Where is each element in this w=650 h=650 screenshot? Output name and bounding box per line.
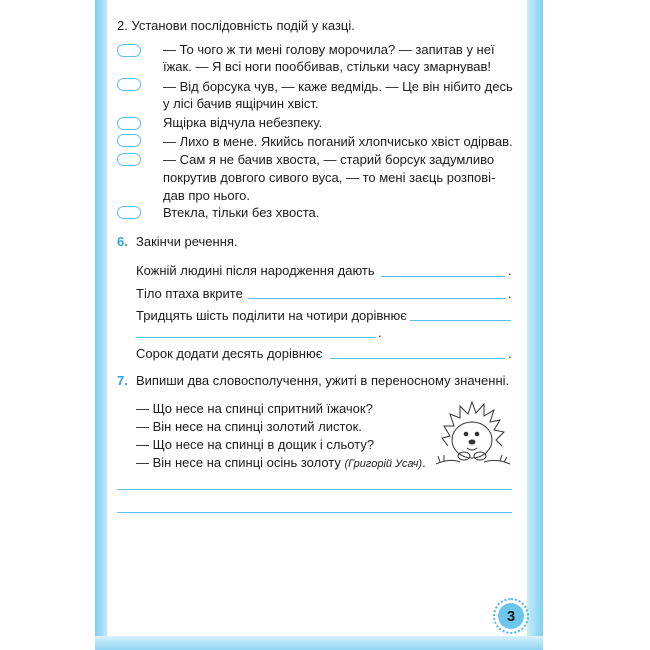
page-number: 3	[498, 603, 524, 629]
page-number-badge	[493, 598, 529, 634]
answer-line-1[interactable]	[381, 276, 505, 277]
task6-sentence-1: Кожній людині після народження дають	[136, 263, 375, 278]
task2-item-3-line1: Ящірка відчула небезпеку.	[163, 115, 323, 130]
task6-period-3: .	[378, 325, 382, 340]
task2-item-1-line1: — То чого ж ти мені голову морочила? — запитав у неї	[163, 42, 495, 57]
task6-period-1: .	[508, 263, 512, 278]
answer-line-6[interactable]	[117, 512, 512, 513]
task2-item-5-line2: покрутив довгого сивого вуса, — то мені заєць розпові-	[163, 170, 496, 185]
task2-item-2-line2: у лісі бачив ящірчин хвіст.	[163, 96, 319, 111]
task2-item-2-line1: — Від борсука чув, — каже ведмідь. — Це він нібито десь	[163, 79, 513, 94]
task7-number: 7.	[117, 373, 128, 388]
answer-line-5[interactable]	[117, 489, 512, 490]
order-oval-5[interactable]	[117, 153, 141, 166]
task2-item-5-line1: — Сам я не бачив хвоста, — старий борсук задумливо	[163, 152, 495, 167]
order-oval-6[interactable]	[117, 206, 141, 219]
task6-period-2: .	[508, 286, 512, 301]
answer-line-3b[interactable]	[136, 337, 376, 338]
order-oval-4[interactable]	[117, 134, 141, 147]
poem-author: (Григорій Усач)	[344, 458, 423, 470]
poem-line-1: — Що несе на спинці спритний їжачок?	[136, 401, 373, 416]
order-oval-2[interactable]	[117, 78, 141, 91]
task6-sentence-2: Тіло птаха вкрите	[136, 286, 243, 301]
answer-line-3a[interactable]	[410, 320, 511, 321]
task6-sentence-3: Тридцять шість поділити на чотири дорівнює	[136, 308, 407, 323]
answer-line-4[interactable]	[330, 358, 505, 359]
task2-item-1-line2: їжак. — Я всі ноги пооббивав, стільки часу змарнував!	[163, 59, 492, 74]
answer-line-2[interactable]	[248, 298, 506, 299]
task7-title: Випиши два словосполучення, ужиті в переносному значенні.	[136, 373, 510, 388]
poem-line-4-text: — Він несе на спинці осінь золоту	[136, 455, 341, 470]
poem-line-4	[136, 454, 426, 473]
poem-period: .	[422, 455, 426, 470]
task2-item-5-line3: дав про нього.	[163, 188, 250, 203]
task2-item-4-line1: — Лихо в мене. Якийсь поганий хлопчисько хвіст одірвав.	[163, 134, 513, 149]
order-oval-3[interactable]	[117, 117, 141, 130]
task6-title: Закінчи речення.	[136, 234, 238, 249]
poem-line-2: — Він несе на спинці золотий листок.	[136, 419, 362, 434]
task2-item-6-line1: Втекла, тільки без хвоста.	[163, 205, 320, 220]
order-oval-1[interactable]	[117, 44, 141, 57]
poem-line-3: — Що несе на спинці в дощик і сльоту?	[136, 437, 375, 452]
task2-title: 2. Установи послідовність подій у казці.	[117, 18, 355, 33]
hedgehog-illustration	[430, 398, 515, 470]
task6-sentence-4: Сорок додати десять дорівнює	[136, 346, 323, 361]
task6-number: 6.	[117, 234, 128, 249]
task6-period-4: .	[508, 346, 512, 361]
